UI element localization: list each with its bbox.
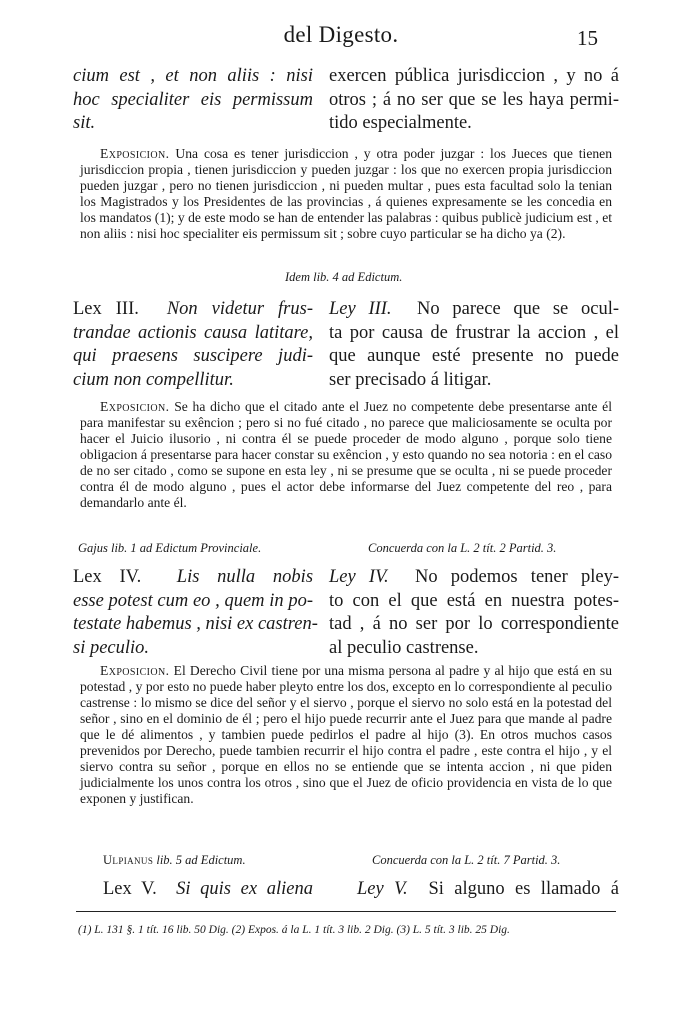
- exposition-paragraph-2: [80, 399, 612, 511]
- concordance-citation: Concuerda con la L. 2 tít. 2 Partid. 3.: [368, 541, 557, 555]
- ley-heading: Ley III.: [329, 299, 392, 319]
- ley-heading: Ley V.: [357, 879, 408, 899]
- lex-3-latin: [73, 298, 313, 392]
- ley-5-spanish: [357, 878, 619, 902]
- exposition-label: Exposicion.: [100, 663, 170, 678]
- latin-line: trandae actionis causa latitare,: [73, 322, 313, 343]
- spanish-line: to con el que está en nuestra potes-: [329, 590, 619, 611]
- ley-4-spanish: [329, 566, 619, 660]
- source-citation: [103, 853, 246, 868]
- spanish-line: que aunque esté presente no puede: [329, 346, 619, 367]
- spanish-line: tad , á no ser por lo correspondiente: [329, 614, 619, 635]
- latin-line: cium est , et non aliis : nisi: [73, 66, 313, 86]
- citation-detail: lib. 5 ad Edictum.: [156, 853, 246, 867]
- exposition-label: Exposicion.: [100, 146, 170, 161]
- latin-line: cium non compellitur.: [73, 369, 234, 390]
- spanish-text-continuation: [329, 65, 619, 136]
- lex-heading: Lex III.: [73, 299, 139, 319]
- latin-line: sit.: [73, 113, 96, 134]
- page-number: 15: [577, 26, 598, 50]
- exposition-label: Exposicion.: [100, 399, 170, 414]
- exposition-text: Se ha dicho que el citado ante el Juez no competente debe presentarse ante él para manifestar su exêncion ; pero si no fué citado , no parece que maliciosamente se oculta por hacer el Juicio ilusorio , ni contra él se puede proceder de modo alguno , porque solo tiene obligacion á presentarse para hacer constar su exêncion , y esto quando no sea notoria : en el caso de no ser citado , como se supone en esta ley , ni se presume que se oculta , ni se puede proceder contra él de modo alguno , pues el actor debe informarse del Juez competente del reo , para demandarlo ante él.: [80, 399, 612, 510]
- exposition-text: El Derecho Civil tiene por una misma persona al padre y al hijo que está en su potestad , y por esto no puede haber pleyto entre los dos, excepto en lo correspondiente al peculio castrense : lo mismo se dice del señor y el siervo , porque el siervo no solo está en la potestad del señor , sino en el dominio de él ; pero el hijo puede recurrir ante el Juez para que mande al padre que le dé alimentos , y tambien puede pedirlos el padre al hijo (3). En otros muchos casos prevenidos por Derecho, puede tambien recurrir el hijo contra el padre , este contra el hijo , y el siervo contra su señor , porque en ellos no se entiende que se intenta accion , ni que piden judicialmente los unos contra los otros , sino que el Juez de oficio providencia en vista de lo que exponen y justifican.: [80, 663, 612, 806]
- ley-heading: Ley IV.: [329, 567, 389, 587]
- ley-3-spanish: [329, 298, 619, 392]
- spanish-line: No podemos tener pley-: [415, 567, 619, 587]
- spanish-line: al peculio castrense.: [329, 637, 479, 658]
- latin-line: esse potest cum eo , quem in po-: [73, 590, 313, 611]
- spanish-line: No parece que se ocul-: [417, 299, 620, 319]
- lex-5-latin: [103, 878, 313, 902]
- latin-text-continuation: [73, 65, 313, 136]
- source-citation: Idem lib. 4 ad Edictum.: [285, 270, 403, 284]
- lex-heading: Lex IV.: [73, 567, 142, 587]
- footnote-divider: [76, 911, 616, 912]
- concordance-citation: Concuerda con la L. 2 tít. 7 Partid. 3.: [372, 853, 561, 867]
- latin-line: Si quis ex aliena: [176, 879, 314, 899]
- exposition-paragraph-3: [80, 663, 612, 807]
- source-citation: Gajus lib. 1 ad Edictum Provinciale.: [78, 541, 262, 555]
- lex-4-latin: [73, 566, 318, 660]
- spanish-line: Si alguno es llamado á: [428, 879, 619, 899]
- exposition-text: Una cosa es tener jurisdiccion , y otra poder juzgar : los Jueces que tienen jurisdiccion propia , tienen jurisdiccion y pueden juzgar : los que no exercen propia jurisdiccion pueden juzgar , pero no tienen jurisdiccion , ni pueden multar , pues esta facultad solo la tenian los Magistrados y los Presidentes de las provincias , á quienes expresamente se les concedia en los mandatos (1); y de este modo se han de entender las palabras : quibus publicè judicium est , et non aliis : nisi hoc specialiter eis permissum sit ; sobre cuyo particular se ha dicho ya (2).: [80, 146, 612, 241]
- spanish-line: tido especialmente.: [329, 113, 472, 134]
- footnotes: (1) L. 131 §. 1 tít. 16 lib. 50 Dig. (2) Expos. á la L. 1 tít. 3 lib. 2 Dig. (3) L. 5 tít. 3 lib. 25 Dig.: [78, 924, 510, 936]
- spanish-line: exercen pública jurisdiccion , y no á: [329, 66, 619, 86]
- spanish-line: ser precisado á litigar.: [329, 369, 492, 390]
- latin-line: qui praesens suscipere judi-: [73, 346, 313, 367]
- exposition-paragraph-1: [80, 146, 612, 242]
- lex-heading: Lex V.: [103, 879, 157, 899]
- jurist-name: Ulpianus: [103, 853, 154, 867]
- running-header: del Digesto.: [283, 22, 399, 47]
- latin-line: Non videtur frus-: [166, 299, 313, 319]
- spanish-line: ta por causa de frustrar la accion , el: [329, 322, 619, 343]
- latin-line: hoc specialiter eis permissum: [73, 89, 313, 110]
- latin-line: testate habemus , nisi ex castren-: [73, 614, 318, 635]
- latin-line: Lis nulla nobis: [176, 567, 314, 587]
- latin-line: si peculio.: [73, 637, 150, 658]
- spanish-line: otros ; á no ser que se les haya permi-: [329, 89, 619, 110]
